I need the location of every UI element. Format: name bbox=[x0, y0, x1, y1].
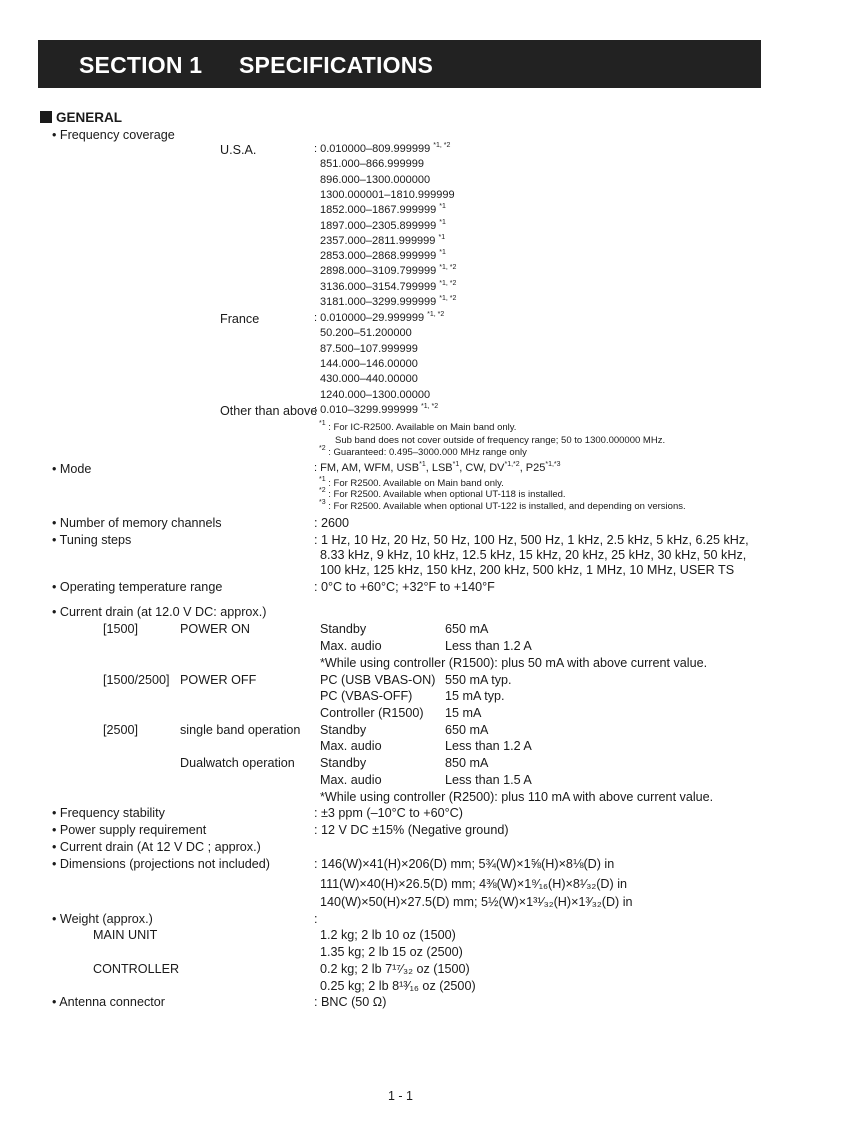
tuning-line-1: : 1 Hz, 10 Hz, 20 Hz, 50 Hz, 100 Hz, 500 Hz, 1 kHz, 2.5 kHz, 5 kHz, 6.25 kHz, bbox=[314, 533, 749, 547]
maxaudio-dual: Max. audio bbox=[320, 773, 382, 787]
usa-range-4: 1300.000001–1810.999999 bbox=[320, 188, 455, 201]
pc-vbas-val: 15 mA typ. bbox=[445, 689, 505, 703]
dimensions-line-2: 111(W)×40(H)×26.5(D) mm; 4⅜(W)×1⁹⁄₁₆(H)×8¹⁄₃₂(D) in bbox=[320, 877, 627, 891]
general-heading bbox=[40, 110, 122, 125]
mode-note-1: $^{*1}$ : For R2500. Available on Main band only. bbox=[319, 476, 504, 489]
standby-single: Standby bbox=[320, 723, 367, 737]
tuning-label: • Tuning steps bbox=[52, 533, 132, 547]
stability-value: : ±3 ppm (–10°C to +60°C) bbox=[314, 806, 463, 820]
stability-label: • Frequency stability bbox=[52, 806, 165, 820]
freq-note-1b: Sub band does not cover outside of frequency range; 50 to 1300.000000 MHz. bbox=[335, 435, 666, 446]
power-on: POWER ON bbox=[180, 622, 250, 636]
power-supply-value: : 12 V DC ±15% (Negative ground) bbox=[314, 823, 509, 837]
heading-square-icon bbox=[40, 111, 52, 123]
section-banner bbox=[38, 40, 761, 88]
usa-range-11: 3181.000–3299.999999 $^{*1, *2}$ bbox=[320, 295, 457, 308]
usa-range-3: 896.000–1300.000000 bbox=[320, 173, 431, 186]
power-off: POWER OFF bbox=[180, 673, 257, 687]
tag-1500-2500: [1500/2500] bbox=[103, 673, 170, 687]
usa-range-7: 2357.000–2811.999999 $^{*1}$ bbox=[320, 233, 446, 247]
memory-label: • Number of memory channels bbox=[52, 516, 222, 530]
current-label: • Current drain (at 12.0 V DC: approx.) bbox=[52, 605, 267, 619]
controller-label: CONTROLLER bbox=[93, 962, 180, 976]
maxaudio-single-val: Less than 1.2 A bbox=[445, 739, 532, 753]
dualwatch: Dualwatch operation bbox=[180, 756, 295, 770]
tuning-line-2: 8.33 kHz, 9 kHz, 10 kHz, 12.5 kHz, 15 kHz, 20 kHz, 25 kHz, 30 kHz, 50 kHz, bbox=[320, 548, 747, 562]
current2-label: • Current drain (At 12 V DC ; approx.) bbox=[52, 840, 261, 854]
mode-label: • Mode bbox=[52, 462, 92, 476]
section-number: SECTION 1 bbox=[79, 52, 203, 78]
usa-range-6: 1897.000–2305.899999 $^{*1}$ bbox=[320, 218, 446, 232]
freq-note-1: $^{*1}$ : For IC-R2500. Available on Main band only. bbox=[319, 420, 517, 433]
main-unit-label: MAIN UNIT bbox=[93, 928, 158, 942]
controller-line-2: 0.25 kg; 2 lb 8¹³⁄₁₆ oz (2500) bbox=[320, 979, 476, 993]
france-range-3: 87.500–107.999999 bbox=[320, 342, 418, 355]
mode-note-2: $^{*2}$ : For R2500. Available when optional UT-118 is installed. bbox=[319, 487, 566, 500]
main-unit-line-1: 1.2 kg; 2 lb 10 oz (1500) bbox=[320, 928, 456, 942]
maxaudio-1500: Max. audio bbox=[320, 639, 382, 653]
single-band: single band operation bbox=[180, 723, 301, 737]
freq-coverage-label: • Frequency coverage bbox=[52, 128, 175, 142]
france-range-2: 50.200–51.200000 bbox=[320, 327, 412, 340]
standby-1500: Standby bbox=[320, 622, 367, 636]
freq-note-2: $^{*2}$ : Guaranteed: 0.495–3000.000 MHz range only bbox=[319, 445, 527, 458]
weight-label: • Weight (approx.) bbox=[52, 912, 153, 926]
pc-vbas: PC (VBAS-OFF) bbox=[320, 689, 413, 703]
dimensions-line-1: : 146(W)×41(H)×206(D) mm; 5¾(W)×1⅝(H)×8⅛(D) in bbox=[314, 857, 615, 871]
standby-dual: Standby bbox=[320, 756, 367, 770]
france-range-6: 1240.000–1300.00000 bbox=[320, 388, 431, 401]
controller-r1500: Controller (R1500) bbox=[320, 706, 424, 720]
standby-1500-val: 650 mA bbox=[445, 622, 489, 636]
other-label: Other than above bbox=[220, 404, 318, 418]
maxaudio-dual-val: Less than 1.5 A bbox=[445, 773, 532, 787]
usa-label: U.S.A. bbox=[220, 143, 257, 157]
maxaudio-1500-val: Less than 1.2 A bbox=[445, 639, 532, 653]
standby-single-val: 650 mA bbox=[445, 723, 489, 737]
pc-usb-val: 550 mA typ. bbox=[445, 673, 512, 687]
france-range-1: : 0.010000–29.999999 $^{*1, *2}$ bbox=[314, 311, 445, 324]
france-label: France bbox=[220, 312, 260, 326]
antenna-label: • Antenna connector bbox=[52, 995, 165, 1009]
usa-range-9: 2898.000–3109.799999 $^{*1, *2}$ bbox=[320, 264, 457, 278]
other-range: : 0.010–3299.999999 $^{*1, *2}$ bbox=[314, 403, 439, 416]
tuning-line-3: 100 kHz, 125 kHz, 150 kHz, 200 kHz, 500 kHz, 1 MHz, 10 MHz, USER TS bbox=[320, 563, 735, 577]
power-supply-label: • Power supply requirement bbox=[52, 823, 207, 837]
note-1500: *While using controller (R1500): plus 50 mA with above current value. bbox=[320, 656, 708, 670]
pc-usb: PC (USB VBAS-ON) bbox=[320, 673, 436, 687]
temp-value: : 0°C to +60°C; +32°F to +140°F bbox=[314, 580, 495, 594]
dimensions-label: • Dimensions (projections not included) bbox=[52, 857, 270, 871]
usa-range-1: : 0.010000–809.999999 $^{*1, *2}$ bbox=[314, 142, 451, 155]
dimensions-line-3: 140(W)×50(H)×27.5(D) mm; 5½(W)×1³¹⁄₃₂(H)×1³⁄₃₂(D) in bbox=[320, 895, 633, 909]
weight-colon: : bbox=[314, 912, 318, 926]
controller-line-1: 0.2 kg; 2 lb 7¹⁷⁄₃₂ oz (1500) bbox=[320, 962, 470, 976]
controller-r1500-val: 15 mA bbox=[445, 706, 482, 720]
tag-1500: [1500] bbox=[103, 622, 139, 636]
usa-range-5: 1852.000–1867.999999 $^{*1}$ bbox=[320, 203, 446, 217]
usa-range-2: 851.000–866.999999 bbox=[320, 158, 424, 171]
page-number: 1 - 1 bbox=[388, 1089, 414, 1103]
france-range-5: 430.000–440.00000 bbox=[320, 373, 418, 386]
mode-note-3: $^{*3}$ : For R2500. Available when optional UT-122 is installed, and depending on versions. bbox=[319, 499, 686, 512]
usa-range-10: 3136.000–3154.799999 $^{*1, *2}$ bbox=[320, 279, 457, 293]
general-heading-text: GENERAL bbox=[56, 110, 123, 125]
section-title: SPECIFICATIONS bbox=[239, 52, 434, 78]
antenna-value: : BNC (50 Ω) bbox=[314, 995, 387, 1009]
temp-label: • Operating temperature range bbox=[52, 580, 223, 594]
memory-value: : 2600 bbox=[314, 516, 350, 530]
main-unit-line-2: 1.35 kg; 2 lb 15 oz (2500) bbox=[320, 945, 463, 959]
standby-dual-val: 850 mA bbox=[445, 756, 489, 770]
mode-value: : FM, AM, WFM, USB$^{*1}$, LSB$^{*1}$, CW, $DV^{*1,*2}$, $P25^{*1,*3}$ bbox=[314, 461, 561, 474]
maxaudio-single: Max. audio bbox=[320, 739, 382, 753]
usa-range-8: 2853.000–2868.999999 $^{*1}$ bbox=[320, 249, 446, 263]
note-2500: *While using controller (R2500): plus 110 mA with above current value. bbox=[320, 790, 714, 804]
france-range-4: 144.000–146.00000 bbox=[320, 357, 418, 370]
tag-2500: [2500] bbox=[103, 723, 139, 737]
